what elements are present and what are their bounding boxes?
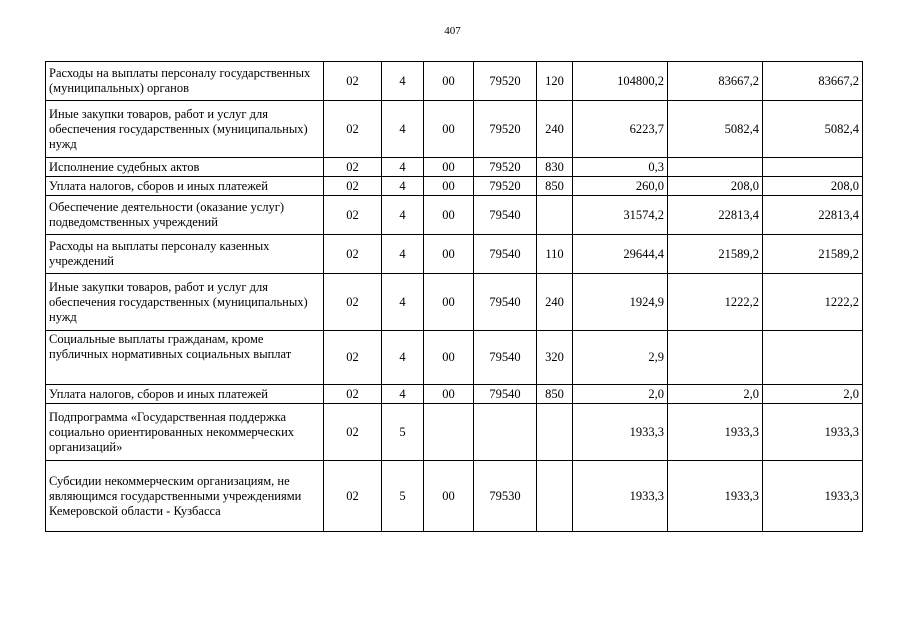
amount-3 — [763, 331, 863, 385]
amount-3: 83667,2 — [763, 62, 863, 101]
amount-2: 5082,4 — [668, 101, 763, 158]
expense-type-code: 240 — [537, 274, 573, 331]
amount-2: 21589,2 — [668, 235, 763, 274]
amount-1: 1924,9 — [573, 274, 668, 331]
amount-2 — [668, 331, 763, 385]
amount-3: 1933,3 — [763, 461, 863, 532]
subsection-code: 4 — [382, 235, 424, 274]
table-row — [46, 404, 863, 461]
section-code: 02 — [324, 196, 382, 235]
budget-table — [45, 61, 863, 532]
amount-2: 2,0 — [668, 385, 763, 404]
direction-code: 79530 — [474, 461, 537, 532]
section-code: 02 — [324, 177, 382, 196]
amount-2: 1933,3 — [668, 404, 763, 461]
amount-3: 22813,4 — [763, 196, 863, 235]
section-code: 02 — [324, 101, 382, 158]
direction-code: 79540 — [474, 274, 537, 331]
row-name: Расходы на выплаты персоналу казенных учреждений — [46, 235, 324, 274]
program-code: 00 — [424, 101, 474, 158]
amount-1: 260,0 — [573, 177, 668, 196]
program-code: 00 — [424, 158, 474, 177]
section-code: 02 — [324, 235, 382, 274]
subsection-code: 4 — [382, 62, 424, 101]
table-row — [46, 331, 863, 385]
section-code: 02 — [324, 62, 382, 101]
subsection-code: 5 — [382, 461, 424, 532]
amount-2: 208,0 — [668, 177, 763, 196]
expense-type-code: 850 — [537, 385, 573, 404]
table-row — [46, 274, 863, 331]
subsection-code: 5 — [382, 404, 424, 461]
amount-1: 31574,2 — [573, 196, 668, 235]
row-name: Субсидии некоммерческим организациям, не являющимся государственными учреждениями Кемеровской области - Кузбасса — [46, 461, 324, 532]
program-code: 00 — [424, 461, 474, 532]
amount-1: 0,3 — [573, 158, 668, 177]
expense-type-code: 240 — [537, 101, 573, 158]
section-code: 02 — [324, 158, 382, 177]
amount-2 — [668, 158, 763, 177]
direction-code: 79520 — [474, 177, 537, 196]
direction-code: 79540 — [474, 235, 537, 274]
row-name: Уплата налогов, сборов и иных платежей — [46, 177, 324, 196]
amount-1: 1933,3 — [573, 461, 668, 532]
amount-2: 22813,4 — [668, 196, 763, 235]
subsection-code: 4 — [382, 385, 424, 404]
row-name: Уплата налогов, сборов и иных платежей — [46, 385, 324, 404]
section-code: 02 — [324, 461, 382, 532]
direction-code: 79520 — [474, 62, 537, 101]
program-code: 00 — [424, 62, 474, 101]
expense-type-code: 830 — [537, 158, 573, 177]
amount-2: 83667,2 — [668, 62, 763, 101]
program-code: 00 — [424, 385, 474, 404]
program-code: 00 — [424, 235, 474, 274]
table-row — [46, 101, 863, 158]
program-code: 00 — [424, 177, 474, 196]
subsection-code: 4 — [382, 177, 424, 196]
amount-2: 1933,3 — [668, 461, 763, 532]
page-number: 407 — [444, 25, 461, 37]
direction-code: 79520 — [474, 101, 537, 158]
table-row — [46, 196, 863, 235]
amount-3: 208,0 — [763, 177, 863, 196]
amount-3: 21589,2 — [763, 235, 863, 274]
program-code: 00 — [424, 331, 474, 385]
program-code: 00 — [424, 274, 474, 331]
program-code — [424, 404, 474, 461]
section-code: 02 — [324, 404, 382, 461]
program-code: 00 — [424, 196, 474, 235]
expense-type-code — [537, 461, 573, 532]
amount-3: 1933,3 — [763, 404, 863, 461]
subsection-code: 4 — [382, 331, 424, 385]
table-row — [46, 177, 863, 196]
row-name: Иные закупки товаров, работ и услуг для обеспечения государственных (муниципальных) нужд — [46, 274, 324, 331]
amount-3: 2,0 — [763, 385, 863, 404]
subsection-code: 4 — [382, 196, 424, 235]
row-name: Обеспечение деятельности (оказание услуг) подведомственных учреждений — [46, 196, 324, 235]
section-code: 02 — [324, 331, 382, 385]
subsection-code: 4 — [382, 101, 424, 158]
amount-3 — [763, 158, 863, 177]
row-name: Подпрограмма «Государственная поддержка социально ориентированных некоммерческих организаций» — [46, 404, 324, 461]
row-name: Расходы на выплаты персоналу государственных (муниципальных) органов — [46, 62, 324, 101]
direction-code: 79540 — [474, 196, 537, 235]
table-row — [46, 461, 863, 532]
amount-1: 2,9 — [573, 331, 668, 385]
direction-code — [474, 404, 537, 461]
amount-1: 6223,7 — [573, 101, 668, 158]
amount-1: 2,0 — [573, 385, 668, 404]
amount-2: 1222,2 — [668, 274, 763, 331]
row-name: Исполнение судебных актов — [46, 158, 324, 177]
table-row — [46, 62, 863, 101]
row-name: Иные закупки товаров, работ и услуг для обеспечения государственных (муниципальных) нужд — [46, 101, 324, 158]
direction-code: 79540 — [474, 331, 537, 385]
amount-3: 1222,2 — [763, 274, 863, 331]
table-row — [46, 385, 863, 404]
expense-type-code: 110 — [537, 235, 573, 274]
amount-3: 5082,4 — [763, 101, 863, 158]
section-code: 02 — [324, 385, 382, 404]
expense-type-code — [537, 196, 573, 235]
direction-code: 79520 — [474, 158, 537, 177]
amount-1: 1933,3 — [573, 404, 668, 461]
direction-code: 79540 — [474, 385, 537, 404]
amount-1: 104800,2 — [573, 62, 668, 101]
section-code: 02 — [324, 274, 382, 331]
expense-type-code: 320 — [537, 331, 573, 385]
amount-1: 29644,4 — [573, 235, 668, 274]
table-row — [46, 158, 863, 177]
subsection-code: 4 — [382, 274, 424, 331]
subsection-code: 4 — [382, 158, 424, 177]
expense-type-code: 850 — [537, 177, 573, 196]
expense-type-code: 120 — [537, 62, 573, 101]
row-name: Социальные выплаты гражданам, кроме публичных нормативных социальных выплат — [46, 331, 324, 385]
expense-type-code — [537, 404, 573, 461]
table-row — [46, 235, 863, 274]
